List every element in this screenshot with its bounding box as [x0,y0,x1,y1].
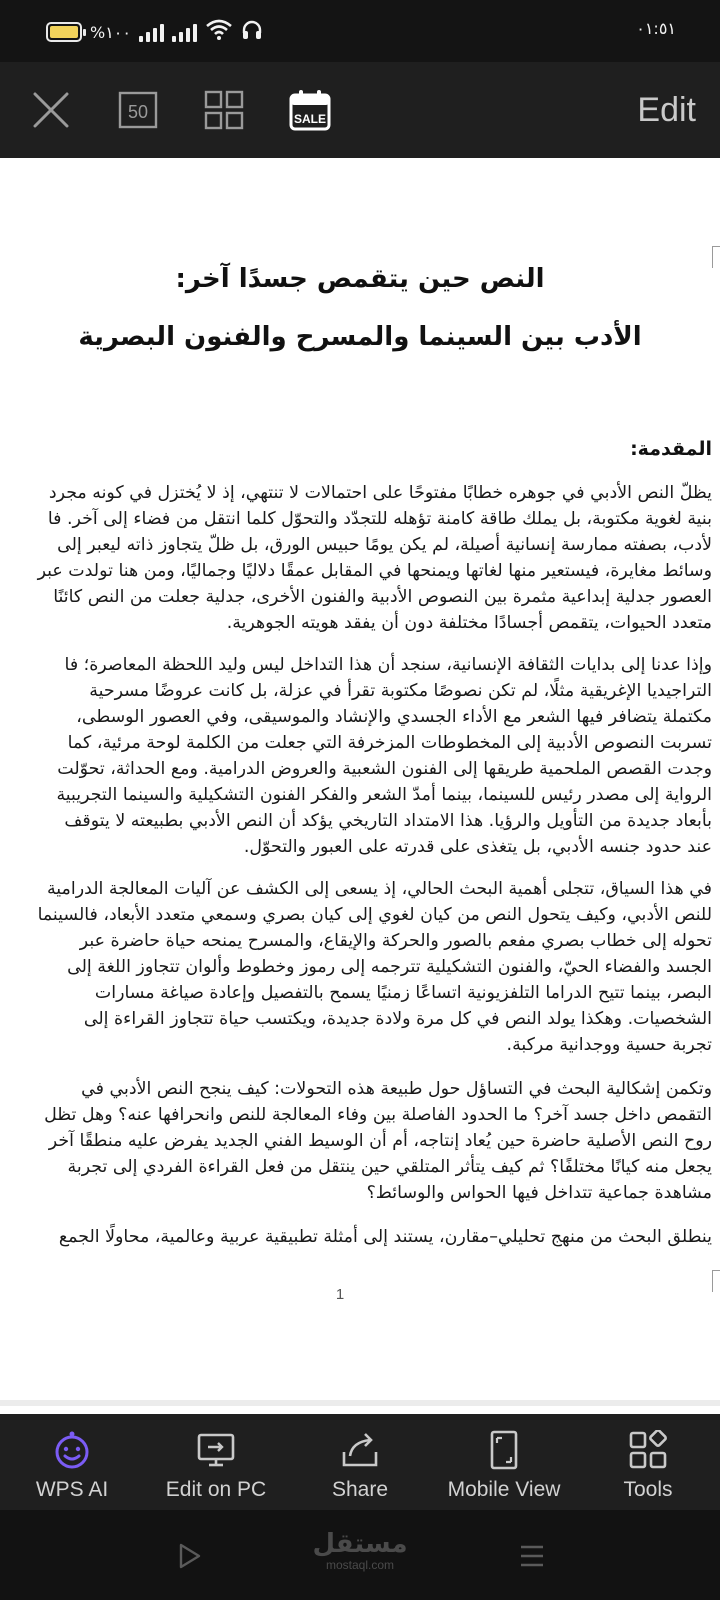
text-line: للنص الأدبي، وكيف يتحول النص من كيان لغوي إلى كيان بصري وسمعي متعدد الأبعاد، فالسينما [37,905,712,925]
share-icon [338,1430,382,1470]
close-icon[interactable] [29,88,73,132]
status-bar [0,0,720,62]
text-line: الرواية إلى مصدر رئيس للسينما، بينما أمدّ الشعر والفكر الفنون التشكيلية والسينما التجريبية [56,785,712,805]
mobile-view-button[interactable] [432,1414,576,1510]
watermark-arabic: مستقل [312,1529,408,1559]
text-line: يظلّ النص الأدبي في جوهره خطابًا مفتوحًا على احتمالات لا تنتهي، إذ لا يُختزل في كونه مجرد [48,483,712,503]
text-line: وتكمن إشكالية البحث في التساؤل حول طبيعة هذه التحولات: كيف ينجح النص الأدبي في [81,1079,712,1099]
text-line: الشخصيات. وهكذا يولد النص في كل مرة ولادة جديدة، ويكتسب حياة تتجاوز القراءة إلى [83,1009,712,1029]
document-title-line-1: النص حين يتقمص جسدًا آخر: [175,264,545,294]
navigation-bar [0,1510,720,1600]
wifi-icon [205,19,233,45]
mobile-view-icon [482,1430,526,1470]
tools-label: Tools [623,1478,673,1501]
edit-button[interactable]: Edit [637,91,696,129]
document-page[interactable] [0,158,720,1406]
text-line: يجعل منه كيانًا مختلفًا؟ ثم كيف يتأثر المتلقي حين ينتقل من فعل القراءة الفردي إلى تجربة [67,1157,712,1177]
headphones-icon [241,19,263,45]
section-heading: المقدمة: [630,438,712,460]
signal-icon [172,22,197,42]
text-line: وسائط مغايرة، فيستعير منها لغاتها ويمنحها في المقابل عمقًا دلاليًا وجماليًا، ومن هنا تولدت عبر [37,561,712,581]
text-line: تسربت النصوص الأدبية إلى المخطوطات المزخرفة التي جعلت من الكلمة لوحة مرئية، كما [67,733,712,753]
text-line: عند حدود جنسه الأدبي، بل يتغذى على قدرته على العبور والتحوّل. [243,837,712,857]
text-line: الجسد والفضاء الحيّ، والفنون التشكيلية تترجمه إلى رموز وخطوط وألوان تتجاوز اللغة إلى [67,957,712,977]
paragraph-3 [0,876,712,1058]
text-line: بأبعاد جديدة من التأويل والرؤيا. هذا الامتداد التاريخي يؤكد أن النص الأدبي بطبيعته لا يتوقف [64,811,712,831]
back-triangle-icon[interactable] [168,1536,208,1576]
text-line: تحوله إلى خطاب بصري مفعم بالصور والحركة والإيقاع، والمسرح يمنحه حياة حاضرة عبر [79,931,712,951]
page-number: 1 [335,1286,345,1303]
paragraph-5 [0,1224,712,1250]
grid-view-icon[interactable] [202,88,246,132]
text-line: مكتملة يتضافر فيها الشعر مع الأداء الجسدي والإنشاد والموسيقى، وفي العصور الوسطى، [76,707,712,727]
tools-button[interactable] [576,1414,720,1510]
text-line: التراجيديا الإغريقية مثلًا، لم تكن نصوصًا مكتوبة تقرأ في عزلة، بل كانت عروضًا مسرحية [89,681,712,701]
text-line: متعدد الحيوات، يتقمص أجسادًا مختلفة دون أن يفقد هويته الجوهرية. [226,613,712,633]
text-line: تجربة حسية ووجدانية مركبة. [506,1035,712,1055]
share-button[interactable] [288,1414,432,1510]
document-title-line-2: الأدب بين السينما والمسرح والفنون البصرية [78,322,642,352]
menu-lines-icon[interactable] [512,1536,552,1576]
battery-icon [46,22,82,42]
paragraph-2 [0,652,712,860]
text-line: في هذا السياق، تتجلى أهمية البحث الحالي، إذ يسعى إلى الكشف عن آليات المعالجة الدرامية [46,879,712,899]
page-count-label: 50 [127,102,149,122]
status-indicators [46,18,263,46]
paragraph-1 [0,480,712,636]
sale-label: SALE [293,112,327,126]
top-toolbar [0,62,720,158]
mobile-view-label: Mobile View [447,1478,561,1501]
text-line: مشاهدة جماعية تتداخل فيها الحواس والوسائط؟ [366,1183,712,1203]
paragraph-4 [0,1076,712,1206]
text-line: ينطلق البحث من منهج تحليلي–مقارن، يستند إلى أمثلة تطبيقية عربية وعالمية، محاولًا الجمع [58,1227,712,1247]
text-line: لأدب، بصفته ممارسة إنسانية أصيلة، لم يكن يومًا حبيس الورق، بل ظلّ يتجاوز ذاته ليعبر إلى [57,535,712,555]
edit-on-pc-label: Edit on PC [165,1478,267,1501]
signal-icon [139,22,164,42]
text-line: العصور جدلية إبداعية مثمرة بين النصوص الأدبية والفنون الأخرى، جدلية جعلت من النص كائنًا [53,587,712,607]
page-corner-mark [712,1270,720,1292]
share-label: Share [331,1478,389,1501]
bottom-toolbar [0,1414,720,1510]
wps-ai-label: WPS AI [35,1478,109,1501]
page-count-button[interactable] [116,88,160,132]
tools-icon [626,1430,670,1470]
watermark-latin: mostaql.com [325,1558,395,1572]
text-line: البصر، بينما تتيح الدراما التلفزيونية اتساعًا زمنيًا يسمح بالتفصيل وإعادة صياغة مسارات [94,983,712,1003]
sale-calendar-icon[interactable] [288,88,332,132]
text-line: بنية لغوية مكتوبة، بل يملك طاقة كامنة تؤهله للتجدّد والتحوّل كلما انتقل من فضاء إلى آخر. فا [47,509,712,529]
text-line: وجدت القصص الملحمية طريقها إلى الفنون الشعبية والعروض الدرامية. ومع الحداثة، تحوّلت [57,759,712,779]
wps-ai-icon [50,1430,94,1470]
text-line: التقمص داخل جسد آخر؟ ما الحدود الفاصلة بين وفاء المعالجة للنص وانحرافها عنه؟ وهل تظل [44,1105,712,1125]
edit-on-pc-icon [194,1430,238,1470]
page-separator [0,1400,720,1406]
status-time: ٠١:٥١ [636,19,676,38]
wps-ai-button[interactable] [0,1414,144,1510]
battery-percentage: %١٠٠ [90,22,131,42]
watermark [300,1530,420,1572]
text-line: وإذا عدنا إلى بدايات الثقافة الإنسانية، سنجد أن هذا التداخل ليس وليد اللحظة المعاصرة؛ فا [64,655,712,675]
edit-on-pc-button[interactable] [144,1414,288,1510]
text-line: روح النص الأصلية حاضرة حين يُعاد إنتاجه، أم أن الوسيط الفني الجديد يفرض عليه منطقًا آخر [48,1131,712,1151]
